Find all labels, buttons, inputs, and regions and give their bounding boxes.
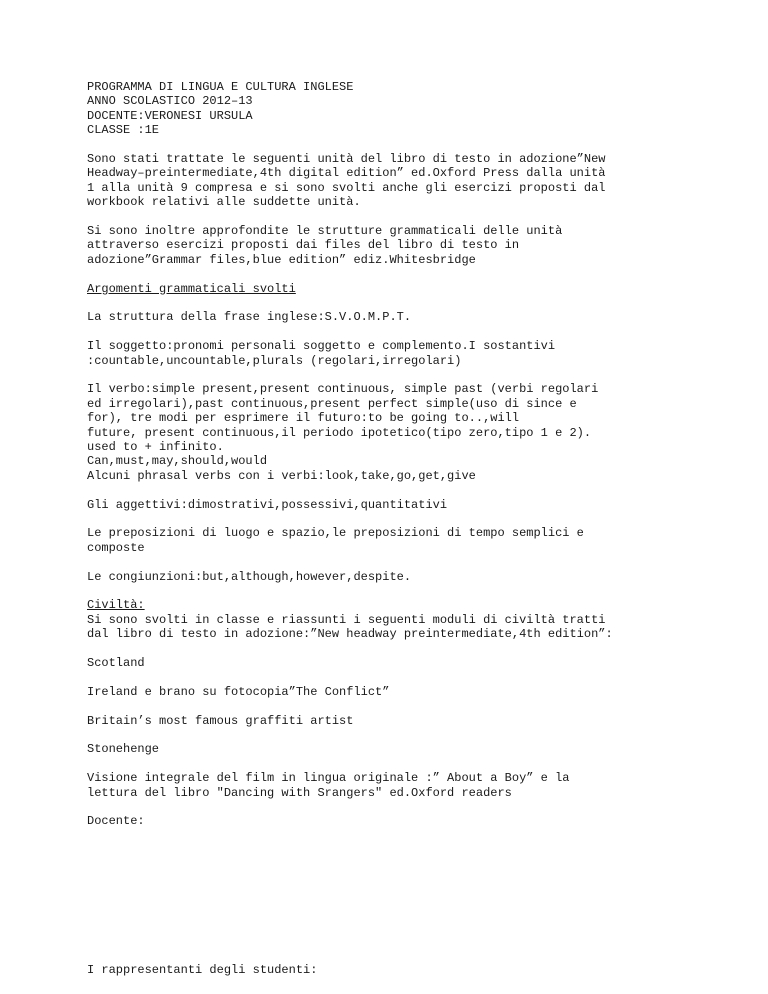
grammar-block-prepositions [87, 526, 687, 555]
civilta-heading: Civiltà: [87, 598, 145, 613]
paragraph-line: Si sono inoltre approfondite le strutture grammaticali delle unità [87, 224, 563, 239]
paragraph-line: Il soggetto:pronomi personali soggetto e complemento.I sostantivi [87, 339, 556, 354]
paragraph-line: future, present continuous,il periodo ipotetico(tipo zero,tipo 1 e 2). [87, 425, 592, 440]
paragraph-line: Can,must,may,should,would [87, 454, 268, 469]
paragraph-line: adozione”Grammar files,blue edition” ediz.Whitesbridge [87, 252, 476, 267]
paragraph-line: Le congiunzioni:but,although,however,despite. [87, 569, 412, 584]
module-item-stonehenge: Stonehenge [87, 742, 160, 757]
header-line: CLASSE :1E [87, 123, 160, 138]
grammar-block-verb [87, 382, 687, 483]
paragraph-line: for), tre modi per esprimere il futuro:to be going to..,will [87, 411, 520, 426]
paragraph-line: composte [87, 540, 145, 555]
paragraph-line: :countable,uncountable,plurals (regolari,irregolari) [87, 353, 462, 368]
paragraph-line: lettura del libro "Dancing with Srangers" ed.Oxford readers [87, 785, 512, 800]
paragraph-line: Sono stati trattate le seguenti unità del libro di testo in adozione”New [87, 152, 606, 167]
paragraph-line: Alcuni phrasal verbs con i verbi:look,take,go,get,give [87, 468, 476, 483]
grammar-block-structure [87, 310, 687, 324]
header-line: DOCENTE:VERONESI URSULA [87, 108, 253, 123]
paragraph-line: Visione integrale del film in lingua originale :” About a Boy” e la [87, 771, 570, 786]
module-item-ireland: Ireland e brano su fotocopia”The Conflict” [87, 684, 390, 699]
film-paragraph [87, 771, 687, 800]
paragraph-line: Si sono svolti in classe e riassunti i seguenti moduli di civiltà tratti [87, 612, 606, 627]
paragraph-line: Il verbo:simple present,present continuous, simple past (verbi regolari [87, 382, 599, 397]
document-page [87, 80, 687, 977]
paragraph-line: Le preposizioni di luogo e spazio,le preposizioni di tempo semplici e [87, 526, 584, 541]
civilta-section [87, 598, 687, 641]
signature-space [87, 829, 687, 963]
header-line: ANNO SCOLASTICO 2012–13 [87, 94, 253, 109]
module-item-scotland: Scotland [87, 656, 145, 671]
header-line: PROGRAMMA DI LINGUA E CULTURA INGLESE [87, 80, 354, 94]
grammar-intro-paragraph [87, 224, 687, 267]
paragraph-line: ed irregolari),past continuous,present perfect simple(uso di since e [87, 396, 577, 411]
grammar-block-subject [87, 339, 687, 368]
paragraph-line: Headway–preintermediate,4th digital edition” ed.Oxford Press dalla unità [87, 166, 606, 181]
module-item-graffiti: Britain’s most famous graffiti artist [87, 713, 354, 728]
paragraph-line: 1 alla unità 9 compresa e si sono svolti anche gli esercizi proposti dal [87, 180, 606, 195]
paragraph-line: workbook relativi alle suddette unità. [87, 195, 361, 210]
paragraph-line: used to + infinito. [87, 440, 224, 455]
paragraph-line: attraverso esercizi proposti dai files del libro di testo in [87, 238, 520, 253]
intro-paragraph [87, 152, 687, 210]
grammar-heading: Argomenti grammaticali svolti [87, 281, 296, 296]
paragraph-line: Gli aggettivi:dimostrativi,possessivi,quantitativi [87, 497, 448, 512]
document-header [87, 80, 687, 138]
docente-signature-label: Docente: [87, 814, 145, 829]
paragraph-line: dal libro di testo in adozione:”New headway preintermediate,4th edition”: [87, 627, 613, 642]
grammar-block-conjunctions [87, 570, 687, 584]
paragraph-line: La struttura della frase inglese:S.V.O.M.P.T. [87, 310, 412, 325]
grammar-block-adjectives [87, 498, 687, 512]
students-signature-label: I rappresentanti degli studenti: [87, 962, 318, 977]
